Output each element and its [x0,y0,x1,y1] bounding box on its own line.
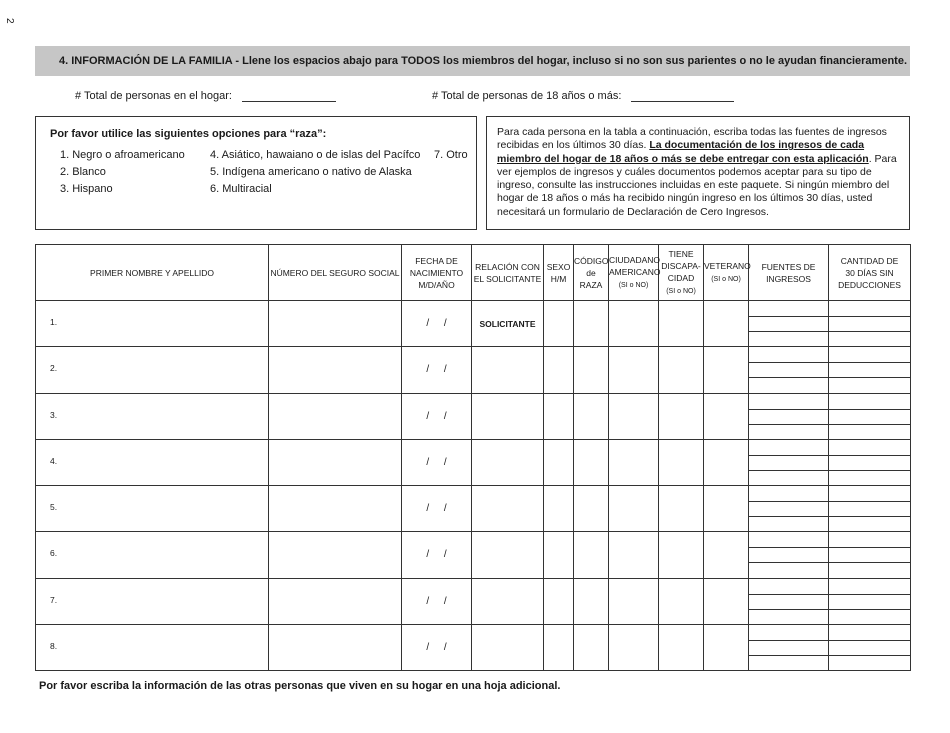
household-total-input[interactable] [242,90,336,102]
entry-divider [749,594,828,595]
income-source-cell[interactable] [749,347,829,393]
race-option: 7. Otro [434,149,468,161]
race-code-cell[interactable] [574,578,609,624]
date-separators: / / [426,410,447,422]
citizen-cell[interactable] [609,393,659,439]
entry-divider [829,470,910,471]
header-amount: CANTIDAD DE 30 DÍAS SIN DEDUCCIONES [829,245,911,301]
ssn-cell[interactable] [269,347,402,393]
row-number: 5. [50,502,58,512]
citizen-cell[interactable] [609,532,659,578]
date-separators: / / [426,364,447,376]
race-code-cell[interactable] [574,439,609,485]
entry-divider [749,362,828,363]
income-amount-cell[interactable] [829,624,911,670]
income-instructions-text-2: . Para ver ejemplos de ingresos y cuáles documentos podemos aceptar para su tipo de ingreso, consulte las instrucciones incluidas en este paquete. Si ningún miembro del hogar de 18 años o más ha recibido ningún ingreso en los últimos 30 días, usted necesitará un formulario de Declaración de Cero Ingresos. [497,152,897,218]
row-number: 8. [50,640,58,651]
row-number: 6. [50,548,58,559]
disability-cell[interactable] [659,347,704,393]
income-source-cell[interactable] [749,578,829,624]
race-code-cell[interactable] [574,486,609,532]
income-amount-cell[interactable] [829,532,911,578]
income-instructions-box [486,116,910,230]
ssn-cell[interactable] [269,486,402,532]
header-disability: TIENE DISCAPA- CIDAD (SI o NO) [659,245,704,301]
race-option: 4. Asiático, hawaiano o de islas del Pacífco [210,149,421,161]
entry-divider [749,424,828,425]
row-number: 4. [50,455,58,466]
entry-divider [829,316,910,317]
race-option: 3. Hispano [60,183,113,195]
entry-divider [749,655,828,656]
race-code-cell[interactable] [574,532,609,578]
relation-cell[interactable] [472,532,544,578]
name-cell[interactable] [36,439,269,485]
entry-divider [829,655,910,656]
disability-cell[interactable] [659,486,704,532]
birthdate-cell[interactable] [402,624,472,670]
footer-note: Por favor escriba la información de las otras personas que viven en su hogar en una hoja adicional. [39,680,561,692]
income-instructions-emphasis: La documentación de los ingresos de cada miembro del hogar de 18 años o más se debe entregar con esta aplicación [497,139,869,165]
ssn-cell[interactable] [269,393,402,439]
veteran-cell[interactable] [704,393,749,439]
disability-cell[interactable] [659,393,704,439]
birthdate-cell[interactable] [402,393,472,439]
disability-cell[interactable] [659,578,704,624]
entry-divider [829,409,910,410]
ssn-cell[interactable] [269,532,402,578]
table-row [36,624,911,670]
sex-cell[interactable] [544,578,574,624]
sex-cell[interactable] [544,439,574,485]
table-row [36,439,911,485]
header-ssn: NÚMERO DEL SEGURO SOCIAL [269,245,402,301]
entry-divider [749,470,828,471]
adults-total-field [432,90,734,102]
header-citizen: CIUDADANO AMERICANO (SI o NO) [609,245,659,301]
applicant-label: SOLICITANTE [479,318,536,329]
disability-cell[interactable] [659,301,704,347]
income-source-cell[interactable] [749,624,829,670]
relation-cell[interactable] [472,439,544,485]
table-row [36,578,911,624]
race-option: 6. Multiracial [210,183,272,195]
entry-divider [829,362,910,363]
name-cell[interactable] [36,301,269,347]
section-title: 4. INFORMACIÓN DE LA FAMILIA - Llene los espacios abajo para TODOS los miembros del hogar, incluso si no son sus parientes o no le ayudan financieramente. [59,55,907,67]
race-options-box [35,116,477,230]
header-relation: RELACIÓN CON EL SOLICITANTE [472,245,544,301]
income-amount-cell[interactable] [829,301,911,347]
entry-divider [829,547,910,548]
citizen-cell[interactable] [609,624,659,670]
ssn-cell[interactable] [269,439,402,485]
entry-divider [749,501,828,502]
birthdate-cell[interactable] [402,532,472,578]
entry-divider [829,455,910,456]
entry-divider [749,562,828,563]
birthdate-cell[interactable] [402,578,472,624]
relation-cell[interactable] [472,486,544,532]
veteran-cell[interactable] [704,347,749,393]
veteran-cell[interactable] [704,439,749,485]
income-source-cell[interactable] [749,301,829,347]
disability-cell[interactable] [659,624,704,670]
race-option: 1. Negro o afroamericano [60,149,185,161]
citizen-cell[interactable] [609,301,659,347]
birthdate-cell[interactable] [402,301,472,347]
disability-cell[interactable] [659,439,704,485]
sex-cell[interactable] [544,301,574,347]
income-source-cell[interactable] [749,393,829,439]
entry-divider [749,640,828,641]
income-source-cell[interactable] [749,532,829,578]
entry-divider [829,501,910,502]
table-row [36,532,911,578]
header-race-code: CÓDIGO de RAZA [574,245,609,301]
table-header-row [36,245,911,301]
income-source-cell[interactable] [749,486,829,532]
date-separators: / / [426,641,447,653]
entry-divider [829,562,910,563]
entry-divider [829,424,910,425]
income-amount-cell[interactable] [829,439,911,485]
race-code-cell[interactable] [574,301,609,347]
veteran-cell[interactable] [704,532,749,578]
date-separators: / / [426,318,447,330]
section-header [35,46,910,76]
name-cell[interactable] [36,393,269,439]
entry-divider [749,331,828,332]
relation-cell[interactable] [472,347,544,393]
name-cell[interactable] [36,624,269,670]
ssn-cell[interactable] [269,301,402,347]
date-separators: / / [426,549,447,561]
race-options-title: Por favor utilice las siguientes opciones para “raza”: [50,128,327,140]
name-cell[interactable] [36,347,269,393]
race-code-cell[interactable] [574,393,609,439]
family-members-table [35,244,911,671]
sex-cell[interactable] [544,486,574,532]
race-code-cell[interactable] [574,624,609,670]
header-income-sources: FUENTES DE INGRESOS [749,245,829,301]
row-number: 1. [50,317,58,327]
adults-total-input[interactable] [631,90,734,102]
header-name: PRIMER NOMBRE Y APELLIDO [36,245,269,301]
name-cell[interactable] [36,578,269,624]
entry-divider [829,516,910,517]
entry-divider [829,377,910,378]
race-code-cell[interactable] [574,347,609,393]
ssn-cell[interactable] [269,624,402,670]
household-total-label: # Total de personas en el hogar: [75,90,232,102]
citizen-cell[interactable] [609,347,659,393]
veteran-cell[interactable] [704,486,749,532]
disability-cell[interactable] [659,532,704,578]
entry-divider [829,640,910,641]
date-separators: / / [426,456,447,468]
header-dob: FECHA DE NACIMIENTO M/D/AÑO [402,245,472,301]
income-amount-cell[interactable] [829,578,911,624]
birthdate-cell[interactable] [402,347,472,393]
entry-divider [749,316,828,317]
table-row [36,393,911,439]
header-sex: SEXO H/M [544,245,574,301]
sex-cell[interactable] [544,347,574,393]
income-source-cell[interactable] [749,439,829,485]
household-total-field [75,90,336,102]
entry-divider [749,609,828,610]
entry-divider [829,594,910,595]
row-number: 2. [50,363,58,374]
table-row [36,486,911,532]
income-amount-cell[interactable] [829,347,911,393]
ssn-cell[interactable] [269,578,402,624]
income-instructions-text: Para cada persona en la tabla a continuación, escriba todas las fuentes de ingresos recibidas en los últimos 30 días. [497,126,887,152]
income-amount-cell[interactable] [829,393,911,439]
veteran-cell[interactable] [704,301,749,347]
citizen-cell[interactable] [609,439,659,485]
sex-cell[interactable] [544,393,574,439]
entry-divider [749,455,828,456]
sex-cell[interactable] [544,532,574,578]
relation-cell [472,301,544,347]
entry-divider [749,516,828,517]
relation-cell[interactable] [472,393,544,439]
page-number: 2 [4,18,15,24]
sex-cell[interactable] [544,624,574,670]
totals-row [0,90,950,108]
veteran-cell[interactable] [704,578,749,624]
entry-divider [829,331,910,332]
entry-divider [749,547,828,548]
race-option: 5. Indígena americano o nativo de Alaska [210,166,412,178]
citizen-cell[interactable] [609,486,659,532]
name-cell[interactable] [36,486,269,532]
row-number: 3. [50,409,58,420]
birthdate-cell[interactable] [402,439,472,485]
adults-total-label: # Total de personas de 18 años o más: [432,90,622,102]
date-separators: / / [426,503,447,515]
entry-divider [749,377,828,378]
income-amount-cell[interactable] [829,486,911,532]
birthdate-cell[interactable] [402,486,472,532]
table-row [36,347,911,393]
veteran-cell[interactable] [704,624,749,670]
entry-divider [749,409,828,410]
date-separators: / / [426,595,447,607]
row-number: 7. [50,594,58,605]
table-row [36,301,911,347]
relation-cell[interactable] [472,578,544,624]
race-option: 2. Blanco [60,166,106,178]
header-veteran: VETERANO (SI o NO) [704,245,749,301]
name-cell[interactable] [36,532,269,578]
entry-divider [829,609,910,610]
relation-cell[interactable] [472,624,544,670]
citizen-cell[interactable] [609,578,659,624]
